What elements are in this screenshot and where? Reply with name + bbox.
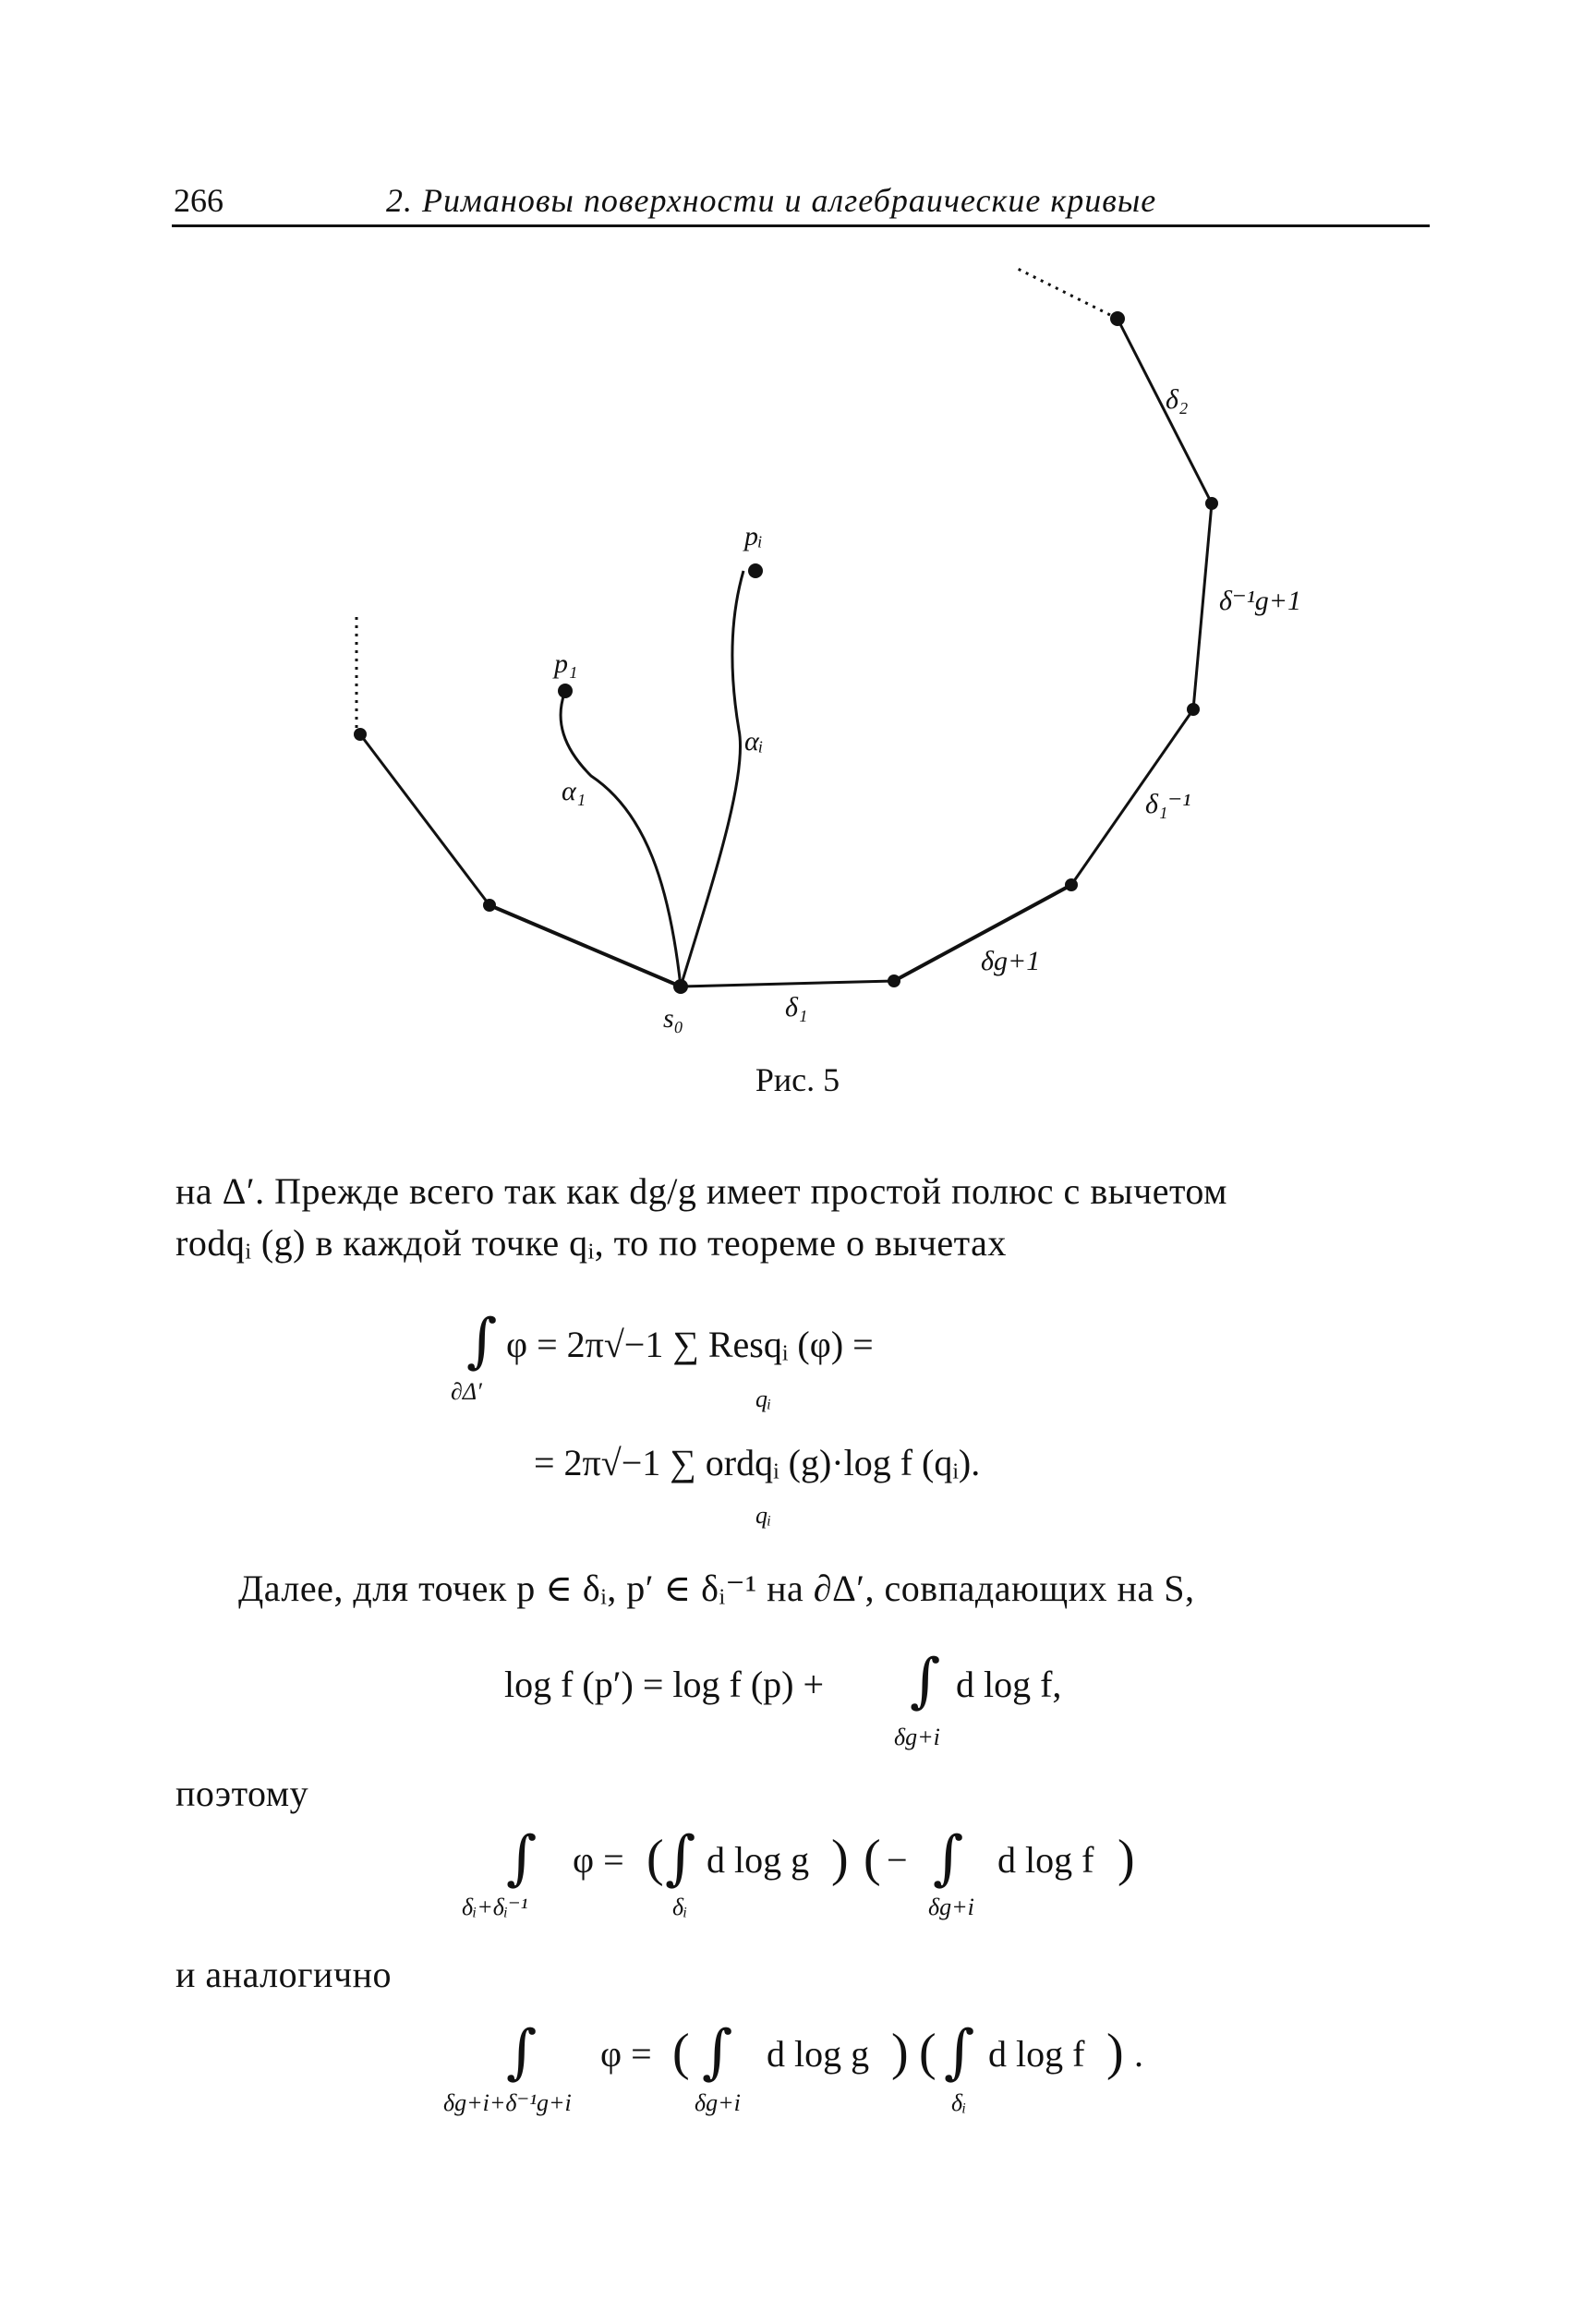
eq3-mid2: d log f xyxy=(997,1839,1094,1881)
integral-sign: ∫ xyxy=(910,1647,941,1715)
para1-line2: rodqᵢ (g) в каждой точке qᵢ, то по теореме о вычетах xyxy=(175,1222,1007,1264)
para2: Далее, для точек p ∈ δᵢ, p′ ∈ δᵢ⁻¹ на ∂Δ′, совпадающих на S, xyxy=(238,1567,1195,1609)
eq4-limit2: δg+i xyxy=(695,2089,741,2116)
eq1-line2: = 2π√−1 ∑ ordqᵢ (g)·log f (qᵢ). xyxy=(534,1442,981,1483)
paren-close: ) xyxy=(1106,2024,1124,2081)
word-similarly: и аналогично xyxy=(175,1954,392,1995)
eq3-limit1: δᵢ+δᵢ⁻¹ xyxy=(462,1894,528,1920)
label-p1: p₁ xyxy=(554,648,578,679)
vertex-right-3 xyxy=(1187,703,1200,716)
eq1-sum2-limit: qᵢ xyxy=(755,1502,772,1529)
paren-open: ( xyxy=(864,1830,881,1887)
eq4-limit1: δg+i+δ⁻¹g+i xyxy=(443,2089,572,2116)
eq4-left: φ = xyxy=(600,2033,652,2075)
vertex-right-5 xyxy=(1110,311,1125,326)
vertex-right-2 xyxy=(1065,878,1078,891)
vertex-left-mid xyxy=(483,899,496,912)
label-delta1: δ₁ xyxy=(785,992,808,1023)
integral-sign: ∫ xyxy=(933,1824,964,1893)
integral-sign: ∫ xyxy=(506,2018,538,2087)
eq4-mid2: d log f xyxy=(988,2033,1085,2075)
eq1-line1: φ = 2π√−1 ∑ Resqᵢ (φ) = xyxy=(506,1324,874,1365)
edge-delta2 xyxy=(1118,319,1212,503)
paren-open: ( xyxy=(646,1830,664,1887)
label-delta-g1-inv: δ⁻¹g+1 xyxy=(1219,586,1302,616)
label-alphai: αᵢ xyxy=(744,726,764,757)
eq1-sum-limit: qᵢ xyxy=(755,1386,772,1412)
label-s0: s₀ xyxy=(663,1003,684,1034)
integral-sign: ∫ xyxy=(702,2018,733,2087)
eq4-limit3: δᵢ xyxy=(951,2089,967,2116)
point-pi xyxy=(748,563,763,578)
edge-left-upper xyxy=(360,734,489,905)
paren-close: ) xyxy=(831,1830,849,1887)
label-alpha1: α₁ xyxy=(562,776,586,806)
integral-sign: ∫ xyxy=(466,1307,498,1375)
integral-sign: ∫ xyxy=(665,1824,696,1893)
para1-line1: на Δ′. Прежде всего так как dg/g имеет простой полюс с вычетом xyxy=(175,1170,1227,1212)
word-therefore: поэтому xyxy=(175,1773,309,1814)
point-p1 xyxy=(558,684,573,698)
eq3-left: φ = xyxy=(573,1839,624,1881)
paren-open: ( xyxy=(919,2024,936,2081)
eq2-limit: δg+i xyxy=(894,1724,940,1750)
dotted-tail-top xyxy=(1016,268,1118,319)
edge-delta-g1-inv xyxy=(1193,503,1212,709)
eq3-mid1: d log g xyxy=(707,1839,810,1881)
figure-diagram xyxy=(0,0,1595,1053)
integral-sign: ∫ xyxy=(944,2018,975,2087)
edge-left-lower xyxy=(489,905,681,986)
label-delta-g1: δg+1 xyxy=(981,946,1041,976)
figure-caption: Рис. 5 xyxy=(755,1061,840,1098)
eq3-limit3: δg+i xyxy=(928,1894,974,1920)
label-delta1-inv: δ₁⁻¹ xyxy=(1145,789,1191,819)
eq3-limit2: δᵢ xyxy=(672,1894,688,1920)
eq2: log f (p′) = log f (p) + xyxy=(504,1664,825,1705)
period: . xyxy=(1134,2033,1143,2075)
eq4-mid1: d log g xyxy=(767,2033,870,2075)
paren-close: ) xyxy=(1118,1830,1135,1887)
label-pi: pᵢ xyxy=(744,521,763,551)
curve-alphai xyxy=(681,571,743,986)
paren-close: ) xyxy=(891,2024,909,2081)
eq2-tail: d log f, xyxy=(956,1664,1062,1705)
vertex-right-4 xyxy=(1205,497,1218,510)
running-title: 2. Римановы поверхности и алгебраические кривые xyxy=(386,182,1157,219)
vertex-right-1 xyxy=(888,974,900,987)
integral-sign: ∫ xyxy=(506,1824,538,1893)
page-number: 266 xyxy=(174,182,224,219)
eq1-int-limit: ∂Δ′ xyxy=(451,1378,482,1405)
minus-sign: − xyxy=(887,1839,908,1881)
vertex-left-top xyxy=(354,728,367,741)
label-delta2: δ₂ xyxy=(1166,384,1189,415)
paren-open: ( xyxy=(672,2024,690,2081)
edge-delta1 xyxy=(681,981,894,986)
vertex-s0 xyxy=(673,979,688,994)
